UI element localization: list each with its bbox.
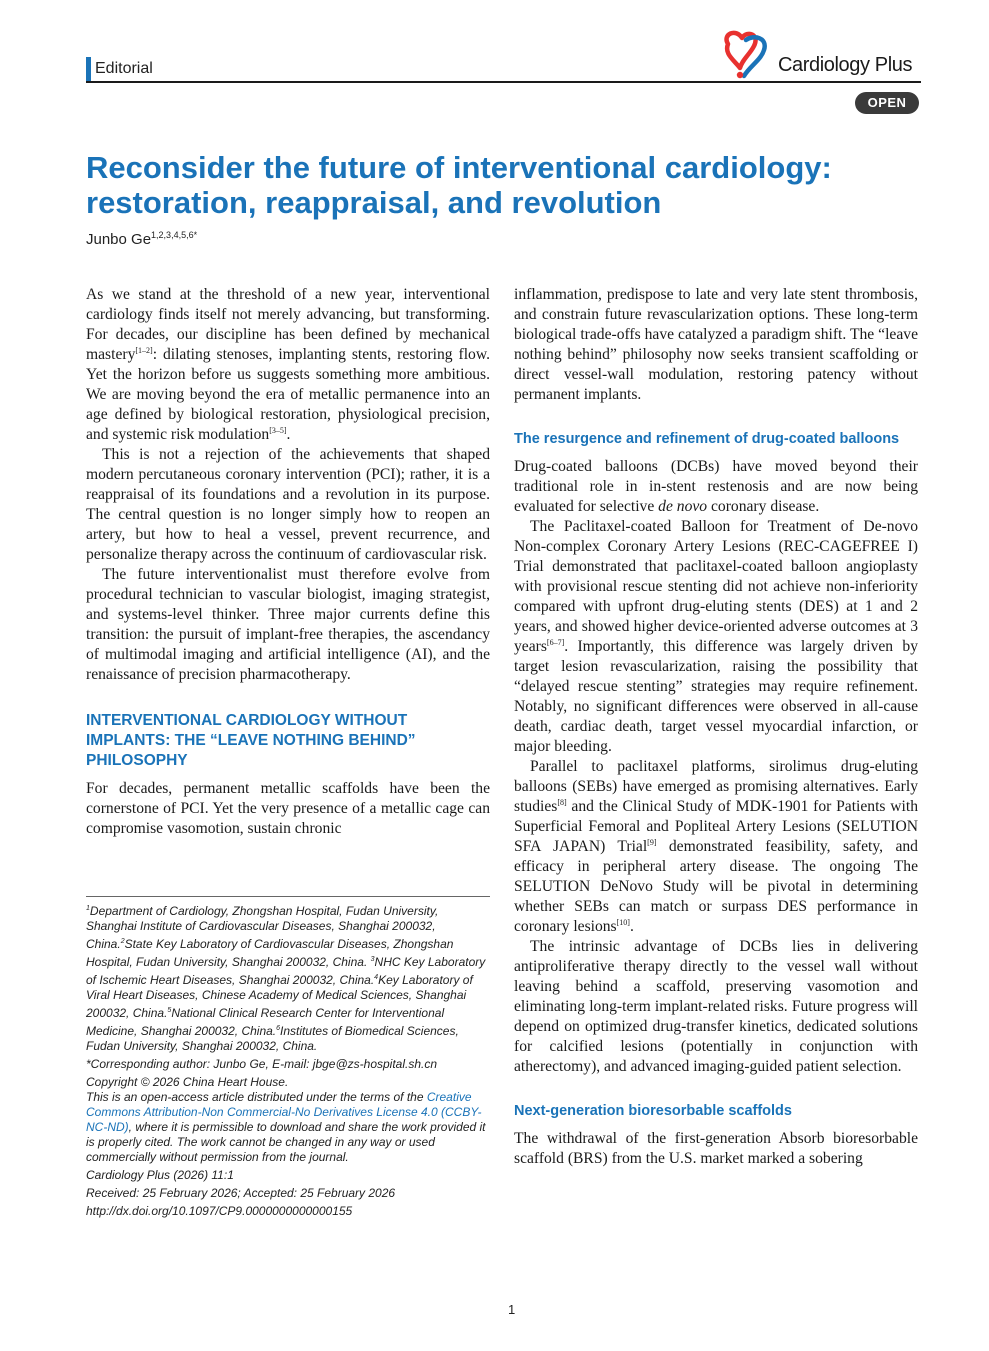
citation-ref[interactable]: [6–7]	[546, 637, 565, 647]
subsection-heading: The resurgence and refinement of drug-coated balloons	[514, 431, 900, 447]
article-title: Reconsider the future of interventional cardiology: restoration, reappraisal, and revolution	[86, 150, 832, 220]
paragraph: The intrinsic advantage of DCBs lies in delivering antiproliferative therapy directly to the vessel wall without leaving behind a scaffold, preserving vasomotion and eliminating long-term implant-related risks. Future progress will depend on optimized drug-transfer kinetics, dedicated solutions for calcified lesions (potentially in conjunction with atherectomy), and advanced imaging-guided patient selection.	[514, 938, 918, 1075]
footnotes	[86, 901, 490, 1222]
citation-ref[interactable]: [1–2]	[135, 345, 153, 355]
footnote-rule	[86, 896, 490, 897]
paragraph: For decades, permanent metallic scaffolds have been the cornerstone of PCI. Yet the very presence of a metallic cage can compromise vasomotion, sustain chronic	[86, 780, 490, 837]
citation-ref[interactable]: [10]	[616, 917, 630, 927]
citation-ref[interactable]: [8]	[557, 797, 567, 807]
paragraph: The withdrawal of the first-generation Absorb bioresorbable scaffold (BRS) from the U.S. market marked a sobering	[514, 1130, 918, 1167]
author-name: Junbo Ge	[86, 231, 152, 248]
paragraph: The future interventionalist must therefore evolve from procedural technician to vascular biologist, imaging strategist, and systems-level thinker. Three major currents define this transition: the pursuit of implant-free therapies, the ascendancy of multimodal imaging and artificial intelligence (AI), and the renaissance of precision pharmacotherapy.	[86, 566, 490, 683]
left-column	[86, 285, 490, 839]
section-heading: INTERVENTIONAL CARDIOLOGY WITHOUT IMPLANTS: THE “LEAVE NOTHING BEHIND” PHILOSOPHY	[86, 712, 416, 769]
paragraph: Drug-coated balloons (DCBs) have moved beyond their traditional role in in-stent restenosis and are now being evaluated for selective de novo coronary disease.	[514, 458, 918, 515]
corresponding-author: *Corresponding author: Junbo Ge, E-mail: jbge@zs-hospital.sh.cn	[86, 1057, 438, 1071]
license-link[interactable]: Creative Commons Attribution-Non Commercial-No Derivatives License 4.0 (CCBY-NC-ND)	[86, 1090, 482, 1134]
section-label: Editorial	[95, 60, 153, 77]
citation-ref[interactable]: [3–5]	[269, 425, 287, 435]
paragraph: inflammation, predispose to late and very late stent thrombosis, and constrain future revascularization options. These long-term biological trade-offs have catalyzed a paradigm shift. The “leave nothing behind” philosophy now seeks transient scaffolding or direct vessel-wall modulation, restoring patency without permanent implants.	[514, 286, 918, 403]
author-line	[86, 230, 197, 248]
paragraph: As we stand at the threshold of a new year, interventional cardiology finds itself not merely advancing, but transforming. For decades, our discipline has been defined by mechanical mastery[1–2]: dilating stenoses, implanting stents, restoring flow. Yet the horizon before us suggests something more ambitious. We are moving beyond the era of metallic permanence into an age defined by biological restoration, physiological precision, and systemic risk modulation[3–5].	[86, 286, 490, 443]
affiliation-list: $^1$Department of Cardiology, Zhongshan Hospital, Fudan University, Shanghai Institute of Cardiovascular Diseases, Shanghai 200032, China.$^2$State Key Laboratory of Cardiovascular Diseases, Zhongshan Hospital, Fudan University, Shanghai 200032, China. $^3$NHC Key Laboratory of Ischemic Heart Diseases, Shanghai 200032, China.$^4$Key Laboratory of Viral Heart Diseases, Chinese Academy of Medical Sciences, Shanghai 200032, China.$^5$National Clinical Research Center for Interventional Medicine, Shanghai 200032, China.$^6$Institutes of Biomedical Sciences, Fudan University, Shanghai 200032, China.	[86, 904, 486, 1053]
paragraph: The Paclitaxel-coated Balloon for Treatment of De-novo Non-complex Coronary Artery Lesions (REC-CAGEFREE I) Trial demonstrated that paclitaxel-coated balloon angioplasty with provisional rescue stenting did not achieve non-inferiority compared with upfront drug-eluting stents (DES) at 1 and 2 years, and showed higher device-oriented adverse outcomes at 3 years[6–7]. Importantly, this difference was largely driven by target lesion revascularization, raising the possibility that “delayed rescue stenting” strategies may require refinement. Notably, no significant differences were observed in all-cause death, cardiac death, target vessel myocardial infarction, or major bleeding.	[514, 518, 918, 755]
page-number: 1	[508, 1302, 516, 1317]
open-access-badge: OPEN	[855, 92, 919, 114]
paragraph: Parallel to paclitaxel platforms, sirolimus drug-eluting balloons (SEBs) have emerged as promising alternatives. Early studies[8] and the Clinical Study of MDK-1901 for Patients with Superficial Femoral and Popliteal Artery Lesions (SELUTION SFA JAPAN) Trial[9] demonstrated feasibility, safety, and efficacy in peripheral artery disease. The ongoing The SELUTION DeNovo Study will be pivotal in determining whether SEBs can match or surpass DES performance in coronary lesions[10].	[514, 758, 918, 935]
journal-name: Cardiology Plus	[778, 54, 913, 76]
right-column	[514, 285, 918, 1169]
doi-link[interactable]: http://dx.doi.org/10.1097/CP9.0000000000000155	[86, 1204, 353, 1218]
license-text: This is an open-access article distributed under the terms of the Creative Commons Attribution-Non Commercial-No Derivatives License 4.0 (CCBY-NC-ND), where it is permissible to download and share the work provided it is properly cited. The work cannot be changed in any way or used commercially without permission from the journal.	[86, 1090, 486, 1164]
author-affiliations: 1,2,3,4,5,6*	[151, 230, 198, 240]
paragraph: This is not a rejection of the achievements that shaped modern percutaneous coronary intervention (PCI); rather, it is a reappraisal of its foundations and a revolution in its purpose. The central question is no longer simply how to reopen an artery, but how to heal a vessel, prevent recurrence, and personalize therapy across the continuum of cardiovascular risk.	[86, 446, 490, 563]
subsection-heading: Next-generation bioresorbable scaffolds	[514, 1103, 792, 1119]
received-accepted-dates: Received: 25 February 2026; Accepted: 25 February 2026	[86, 1186, 396, 1200]
journal-citation: Cardiology Plus (2026) 11:1	[86, 1168, 234, 1182]
copyright: Copyright © 2026 China Heart House.	[86, 1075, 289, 1089]
section-accent-bar	[86, 57, 91, 81]
citation-ref[interactable]: [9]	[647, 837, 657, 847]
